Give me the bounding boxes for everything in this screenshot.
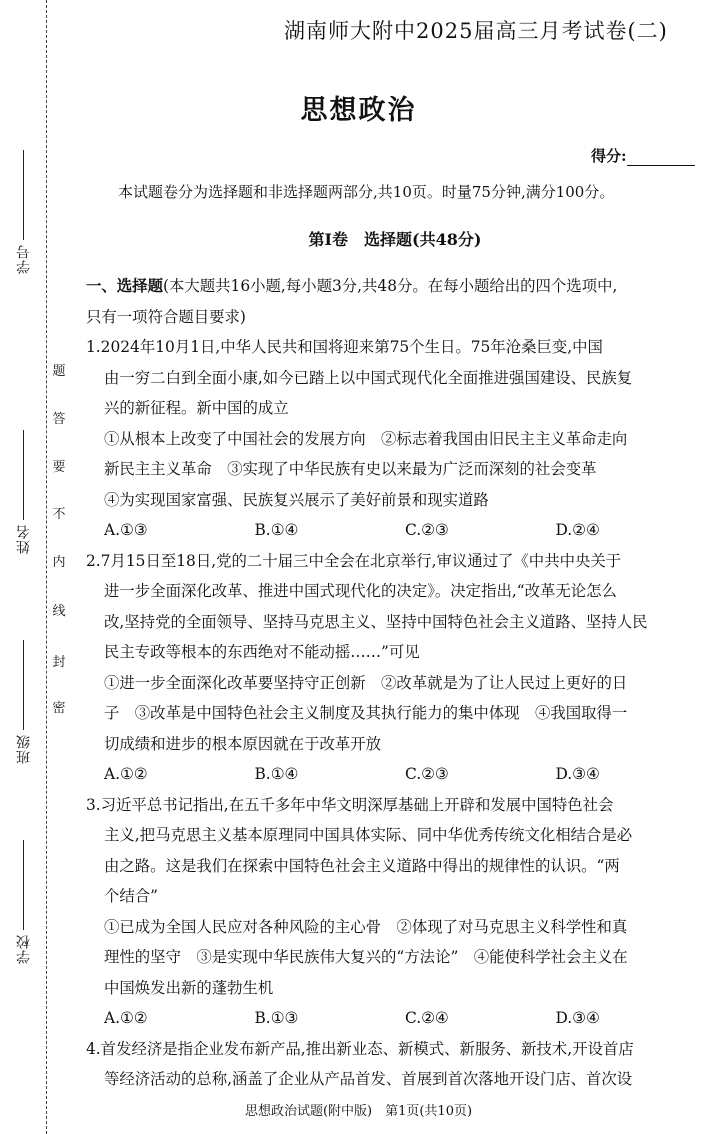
question-stem-line: 兴的新征程。新中国的成立 xyxy=(104,399,289,417)
option-d[interactable]: D.③④ xyxy=(555,1009,600,1027)
statement-line: 切成绩和进步的根本原因就在于改革开放 xyxy=(104,734,382,753)
question-stem-line: 4.首发经济是指企业发布新产品,推出新业态、新模式、新服务、新技术,开设首店 xyxy=(86,1039,634,1058)
statement-line: ①从根本上改变了中国社会的发展方向 ②标志着我国由旧民主主义革命走向 xyxy=(104,429,628,448)
score-field[interactable] xyxy=(591,145,695,166)
statement-line: 子 ③改革是中国特色社会主义制度及其执行能力的集中体现 ④我国取得一 xyxy=(104,704,628,722)
exam-intro: 本试题卷分为选择题和非选择题两部分,共10页。时量75分钟,满分100分。 xyxy=(118,183,615,201)
question-3 xyxy=(86,790,706,1034)
class-field[interactable] xyxy=(14,640,34,764)
seal-char: 内 xyxy=(52,555,66,570)
score-label: 得分: xyxy=(591,147,627,165)
seal-char: 线 xyxy=(52,604,66,619)
statement-line: ①进一步全面深化改革要坚持守正创新 ②改革就是为了让人民过上更好的日 xyxy=(104,673,628,692)
option-c[interactable]: C.②④ xyxy=(405,1009,449,1027)
part-heading xyxy=(86,271,706,302)
option-d[interactable]: D.②④ xyxy=(555,521,600,539)
student-number-field[interactable] xyxy=(14,150,34,274)
option-a[interactable]: A.①② xyxy=(104,1009,148,1027)
school-blank[interactable] xyxy=(24,840,25,930)
question-stem-line: 2.7月15日至18日,党的二十届三中全会在北京举行,审议通过了《中共中央关于 xyxy=(86,551,622,570)
question-4 xyxy=(86,1034,706,1095)
answer-options xyxy=(86,1003,706,1034)
seal-char: 题 xyxy=(52,364,66,379)
class-blank[interactable] xyxy=(24,640,25,730)
question-1 xyxy=(86,332,706,546)
section-title: 第Ⅰ卷 选择题(共48分) xyxy=(308,230,482,249)
part-heading-text: (本大题共16小题,每小题3分,共48分。在每小题给出的四个选项中, xyxy=(162,277,618,295)
question-stem-line: 1.2024年10月1日,中华人民共和国将迎来第75个生日。75年沧桑巨变,中国 xyxy=(86,338,603,356)
school-label: 学校 xyxy=(16,934,32,964)
questions-body xyxy=(86,271,706,1095)
option-a[interactable]: A.①③ xyxy=(104,521,148,539)
answer-options xyxy=(86,759,706,790)
statement-line: 新民主主义革命 ③实现了中华民族有史以来最为广泛而深刻的社会变革 xyxy=(104,460,597,478)
seal-char: 封 xyxy=(52,655,66,670)
question-stem-line: 民主专政等根本的东西绝对不能动摇……”可见 xyxy=(104,643,420,661)
student-number-label: 学号 xyxy=(16,244,32,274)
statement-line: ①已成为全国人民应对各种风险的主心骨 ②体现了对马克思主义科学性和真 xyxy=(104,917,628,936)
question-2 xyxy=(86,546,706,790)
statement-line: 中国焕发出新的蓬勃生机 xyxy=(104,978,274,997)
name-blank[interactable] xyxy=(24,430,25,520)
option-c[interactable]: C.②③ xyxy=(405,521,449,539)
option-a[interactable]: A.①② xyxy=(104,765,148,783)
page-footer: 思想政治试题(附中版) 第1页(共10页) xyxy=(244,1104,473,1119)
cut-line xyxy=(46,0,47,1134)
subject-title: 思想政治 xyxy=(300,95,417,126)
question-stem-line: 改,坚持党的全面领导、坚持马克思主义、坚持中国特色社会主义道路、坚持人民 xyxy=(104,612,648,631)
class-label: 班级 xyxy=(16,734,32,764)
option-b[interactable]: B.①④ xyxy=(254,521,299,539)
seal-char: 答 xyxy=(52,412,66,427)
option-c[interactable]: C.②③ xyxy=(405,765,449,783)
question-stem-line: 个结合” xyxy=(104,887,159,905)
binding-strip xyxy=(0,0,80,1134)
question-stem-line: 由一穷二白到全面小康,如今已踏上以中国式现代化全面推进强国建设、民族复 xyxy=(104,368,633,387)
answer-options xyxy=(86,515,706,546)
statement-line: 理性的坚守 ③是实现中华民族伟大复兴的“方法论” ④能使科学社会主义在 xyxy=(104,948,628,966)
question-stem-line: 3.习近平总书记指出,在五千多年中华文明深厚基础上开辟和发展中国特色社会 xyxy=(86,795,614,814)
school-field[interactable] xyxy=(14,840,34,964)
score-blank[interactable] xyxy=(627,151,695,166)
exam-title: 湖南师大附中2025届高三月考试卷(二) xyxy=(284,19,668,43)
name-field[interactable] xyxy=(14,430,34,554)
question-stem-line: 进一步全面深化改革、推进中国式现代化的决定》。决定指出,“改革无论怎么 xyxy=(104,582,617,600)
name-label: 姓名 xyxy=(16,524,32,554)
seal-char: 密 xyxy=(52,701,66,716)
question-stem-line: 主义,把马克思主义基本原理同中国具体实际、同中华优秀传统文化相结合是必 xyxy=(104,826,633,844)
option-b[interactable]: B.①④ xyxy=(254,765,299,783)
option-d[interactable]: D.③④ xyxy=(555,765,600,783)
question-stem-line: 由之路。这是我们在探索中国特色社会主义道路中得出的规律性的认识。“两 xyxy=(104,856,620,875)
statement-line: ④为实现国家富强、民族复兴展示了美好前景和现实道路 xyxy=(104,490,489,509)
option-b[interactable]: B.①③ xyxy=(254,1009,299,1027)
seal-char: 不 xyxy=(52,507,66,522)
seal-char: 要 xyxy=(52,460,66,475)
question-stem-line: 等经济活动的总称,涵盖了企业从产品首发、首展到首次落地开设门店、首次设 xyxy=(104,1070,633,1088)
part-heading-cont: 只有一项符合题目要求) xyxy=(86,307,246,326)
part-heading-bold: 一、选择题 xyxy=(86,277,163,295)
